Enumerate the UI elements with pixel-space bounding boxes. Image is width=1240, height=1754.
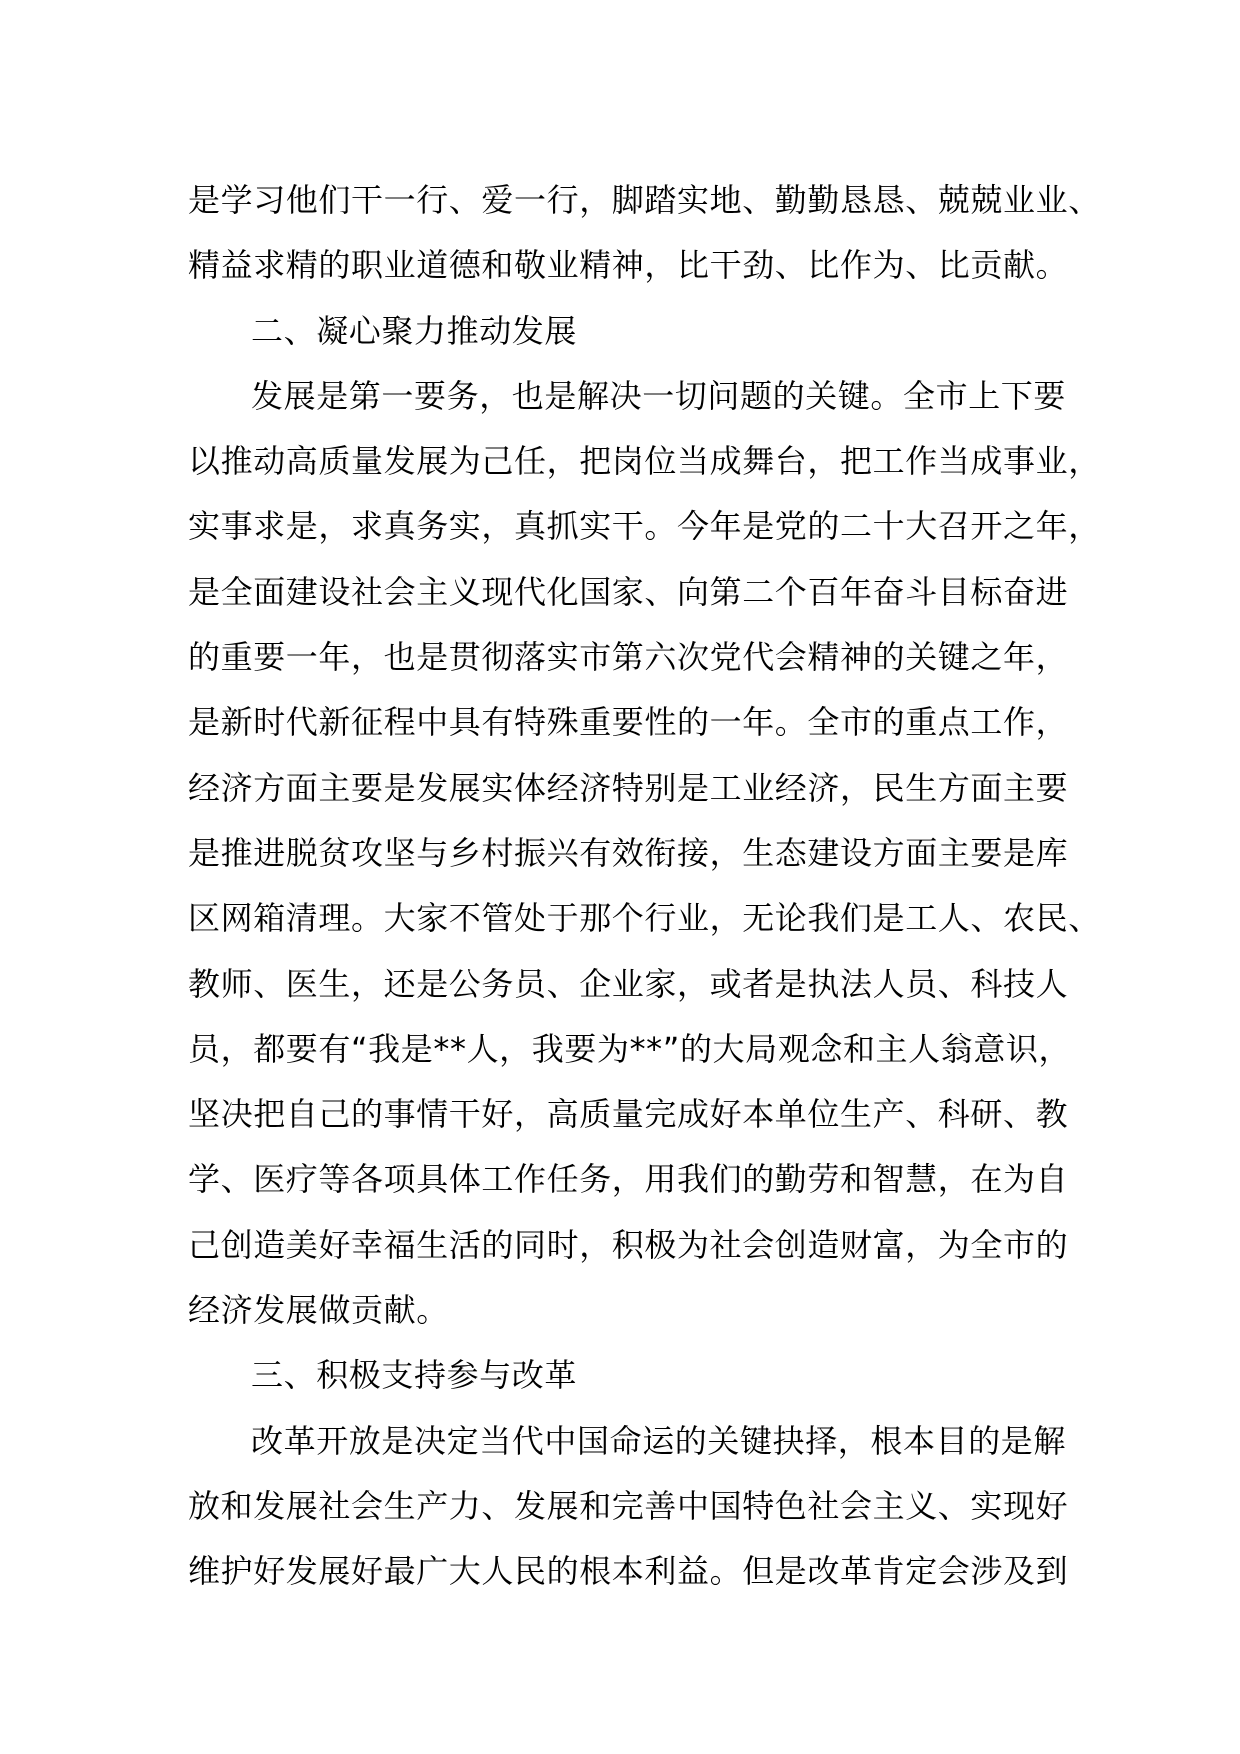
section-heading: 三、积极支持参与改革	[251, 1356, 578, 1395]
text-line: 己创造美好幸福生活的同时，积极为社会创造财富，为全市的	[188, 1225, 1069, 1264]
text-line: 实事求是，求真务实，真抓实干。今年是党的二十大召开之年，	[188, 507, 1101, 546]
text-line: 是全面建设社会主义现代化国家、向第二个百年奋斗目标奋进	[188, 572, 1069, 611]
body-text	[188, 168, 1101, 1605]
text-line: 的重要一年，也是贯彻落实市第六次党代会精神的关键之年，	[188, 638, 1069, 677]
text-line: 维护好发展好最广大人民的根本利益。但是改革肯定会涉及到	[188, 1552, 1069, 1591]
paragraph-first-line: 改革开放是决定当代中国命运的关键抉择，根本目的是解	[251, 1421, 1067, 1460]
text-line: 以推动高质量发展为己任，把岗位当成舞台，把工作当成事业，	[188, 442, 1101, 481]
text-line: 是新时代新征程中具有特殊重要性的一年。全市的重点工作，	[188, 703, 1069, 742]
text-line: 放和发展社会生产力、发展和完善中国特色社会主义、实现好	[188, 1486, 1069, 1525]
text-line: 教师、医生，还是公务员、企业家，或者是执法人员、科技人	[188, 964, 1069, 1003]
text-line: 区网箱清理。大家不管处于那个行业，无论我们是工人、农民、	[188, 899, 1101, 938]
text-line: 学、医疗等各项具体工作任务，用我们的勤劳和智慧，在为自	[188, 1160, 1069, 1199]
section-heading: 二、凝心聚力推动发展	[251, 311, 578, 350]
text-line: 坚决把自己的事情干好，高质量完成好本单位生产、科研、教	[188, 1095, 1069, 1134]
text-line: 员，都要有“我是**人，我要为**”的大局观念和主人翁意识，	[188, 1029, 1072, 1068]
text-line: 经济发展做贡献。	[188, 1291, 449, 1330]
text-line: 是推进脱贫攻坚与乡村振兴有效衔接，生态建设方面主要是库	[188, 833, 1069, 872]
text-line: 是学习他们干一行、爱一行，脚踏实地、勤勤恳恳、兢兢业业、	[188, 181, 1101, 219]
text-line: 精益求精的职业道德和敬业精神，比干劲、比作为、比贡献。	[188, 246, 1069, 285]
text-line: 经济方面主要是发展实体经济特别是工业经济，民生方面主要	[188, 768, 1069, 807]
paragraph-first-line: 发展是第一要务，也是解决一切问题的关键。全市上下要	[251, 376, 1067, 415]
